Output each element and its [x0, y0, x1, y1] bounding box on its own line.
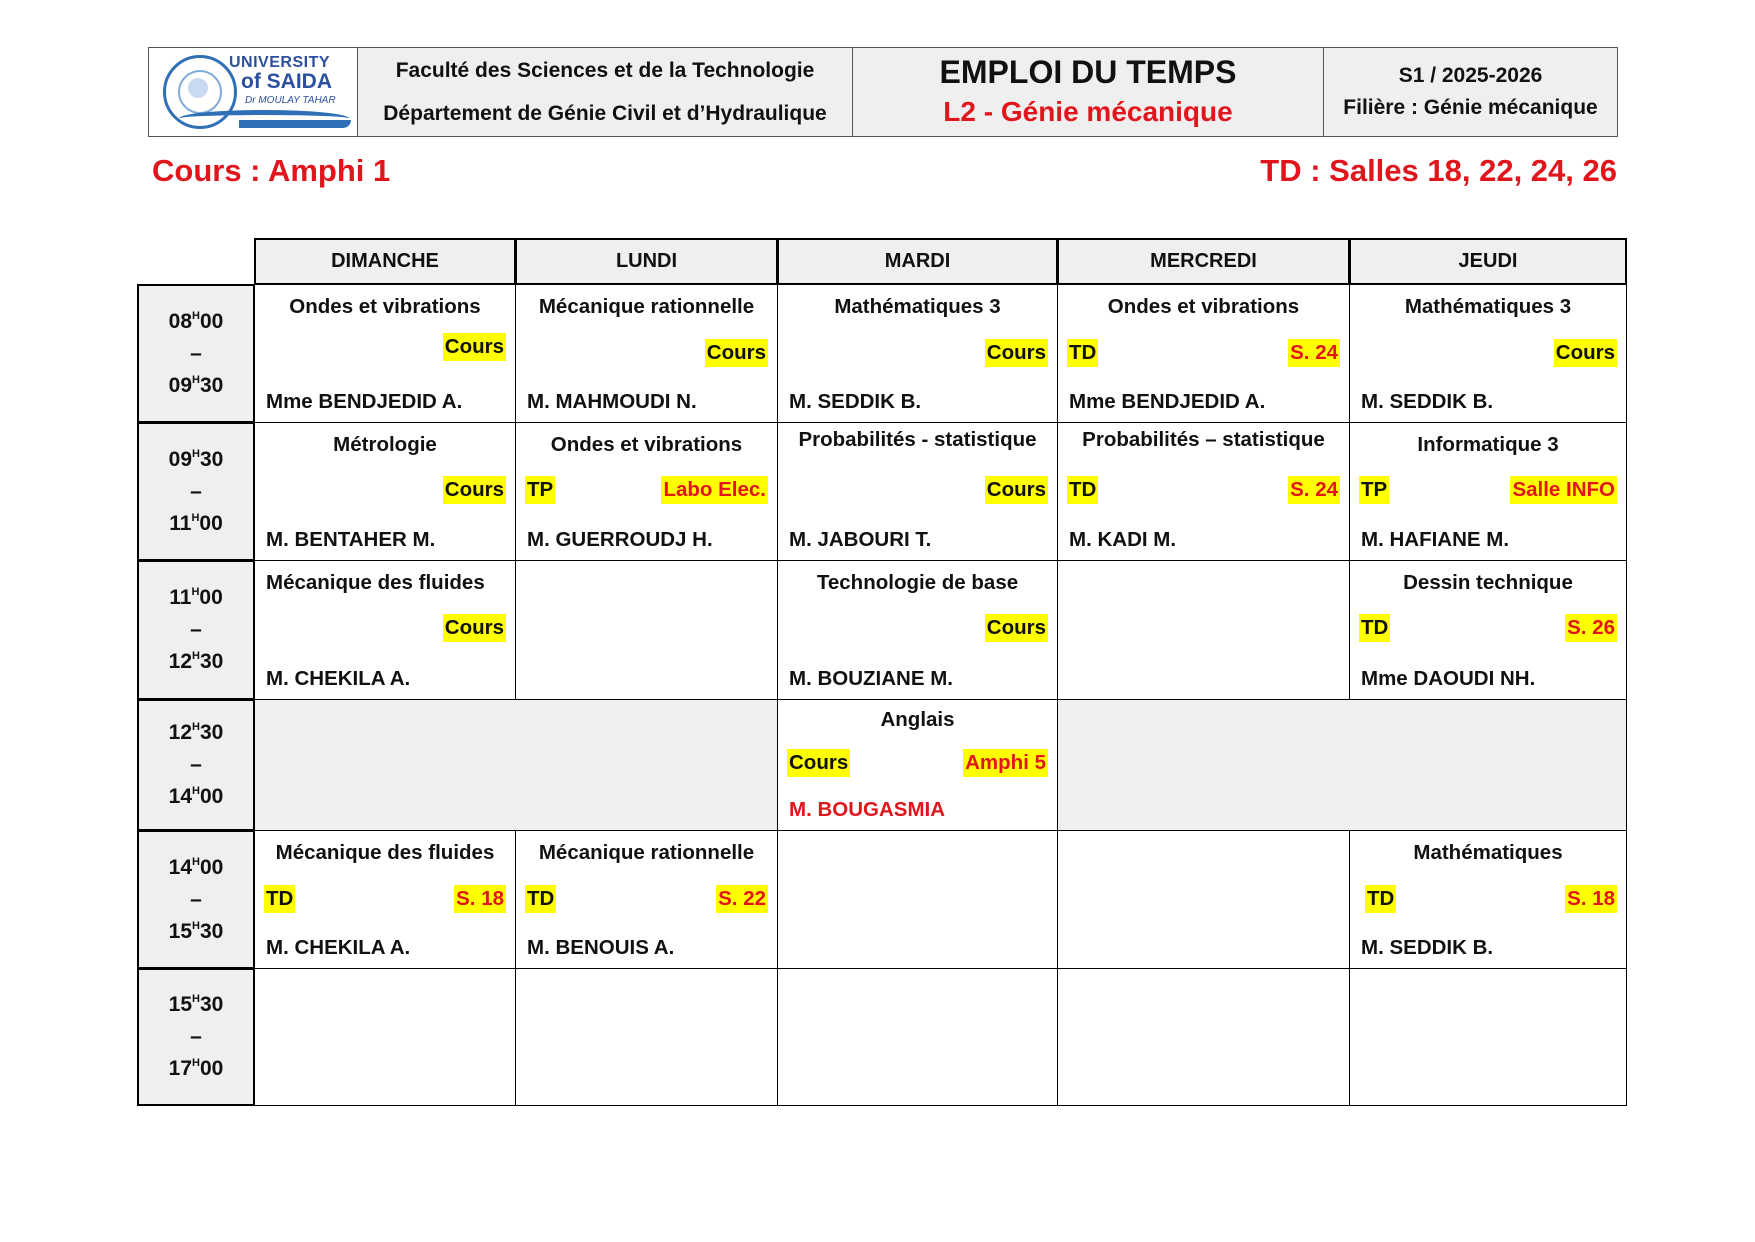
day-header-jeudi: JEUDI [1349, 238, 1627, 285]
session-mardi-1100 [777, 560, 1058, 700]
session-jeudi-1100 [1349, 560, 1627, 700]
professor-name: M. GUERROUDJ H. [527, 528, 713, 551]
room-badge: S. 22 [716, 885, 768, 913]
session-jeudi-0930 [1349, 422, 1627, 561]
room-badge: S. 18 [1565, 885, 1617, 913]
session-type-badge: Cours [787, 749, 850, 777]
session-type-badge: Cours [985, 614, 1048, 642]
subject-label: Mécanique rationnelle [538, 841, 755, 864]
subject-label: Anglais [880, 708, 955, 731]
subject-label: Dessin technique [1403, 571, 1573, 594]
subject-label: Mécanique des fluides [266, 571, 485, 594]
day-header-dimanche: DIMANCHE [254, 238, 516, 285]
room-badge: S. 18 [454, 885, 506, 913]
subject-label: Mécanique des fluides [275, 841, 495, 864]
department-name: Département de Génie Civil et d’Hydraulique [383, 102, 827, 125]
session-mercredi-0800 [1057, 284, 1350, 423]
session-type-badge: TD [264, 885, 295, 913]
subject-label: Ondes et vibrations [289, 295, 481, 318]
subject-label: Mathématiques 3 [834, 295, 1001, 318]
break-slot-dimanche-lundi [254, 699, 778, 831]
empty-slot-mardi-1530 [777, 968, 1058, 1106]
session-type-badge: Cours [443, 333, 506, 361]
room-badge: S. 26 [1565, 614, 1617, 642]
empty-slot-jeudi-1530 [1349, 968, 1627, 1106]
session-type-badge: TD [1067, 476, 1098, 504]
session-lundi-0800 [515, 284, 778, 423]
subject-label: Métrologie [333, 433, 437, 456]
break-slot-mercredi-jeudi [1057, 699, 1627, 831]
subject-label: Mathématiques 3 [1404, 295, 1572, 318]
subject-label: Mécanique rationnelle [538, 295, 755, 318]
professor-name: M. BOUZIANE M. [789, 667, 953, 690]
professor-name: M. SEDDIK B. [789, 390, 922, 413]
semester-label: S1 / 2025-2026 [1398, 64, 1543, 87]
professor-name: Mme DAOUDI NH. [1361, 667, 1536, 690]
empty-slot-mercredi-1100 [1057, 560, 1350, 700]
session-type-badge: TD [1365, 885, 1396, 913]
session-type-badge: Cours [443, 476, 506, 504]
professor-name: M. BOUGASMIA [789, 798, 946, 821]
empty-slot-dimanche-1530 [254, 968, 516, 1106]
subject-label: Ondes et vibrations [550, 433, 743, 456]
filiere-label: Filière : Génie mécanique [1343, 96, 1598, 119]
session-type-badge: TP [1359, 476, 1389, 504]
day-header-mercredi: MERCREDI [1057, 238, 1350, 285]
empty-slot-mardi-1400 [777, 830, 1058, 969]
time-slot-0800: $08^H00$ – $09^H30$ [137, 284, 255, 423]
session-mardi-1230 [777, 699, 1058, 831]
professor-name: M. SEDDIK B. [1361, 390, 1494, 413]
empty-slot-mercredi-1400 [1057, 830, 1350, 969]
room-badge: Amphi 5 [963, 749, 1048, 777]
day-header-mardi: MARDI [777, 238, 1058, 285]
day-header-lundi: LUNDI [515, 238, 778, 285]
professor-name: Mme BENDJEDID A. [1069, 390, 1266, 413]
room-badge: Labo Elec. [661, 476, 768, 504]
time-slot-0930: $09^H30$ – $11^H00$ [137, 422, 255, 561]
professor-name: M. MAHMOUDI N. [527, 390, 697, 413]
professor-name: M. CHEKILA A. [266, 667, 411, 690]
session-mardi-0930 [777, 422, 1058, 561]
room-badge: S. 24 [1288, 476, 1340, 504]
logo-line-3: Dr MOULAY TAHAR [245, 95, 336, 106]
time-slot-1230: $12^H30$ – $14^H00$ [137, 699, 255, 831]
professor-name: M. HAFIANE M. [1361, 528, 1510, 551]
empty-slot-mercredi-1530 [1057, 968, 1350, 1106]
time-slot-1530: $15^H30$ – $17^H00$ [137, 968, 255, 1106]
subject-label: Technologie de base [816, 571, 1019, 594]
document-title: EMPLOI DU TEMPS [939, 54, 1237, 90]
session-type-badge: Cours [705, 339, 768, 367]
session-dimanche-1400 [254, 830, 516, 969]
empty-slot-lundi-1530 [515, 968, 778, 1106]
professor-name: M. SEDDIK B. [1361, 936, 1494, 959]
subject-label: Mathématiques [1413, 841, 1563, 864]
subject-label: Probabilités – statistique [1082, 428, 1325, 451]
session-mercredi-0930 [1057, 422, 1350, 561]
professor-name: M. JABOURI T. [789, 528, 932, 551]
session-jeudi-1400 [1349, 830, 1627, 969]
session-dimanche-0930 [254, 422, 516, 561]
session-jeudi-0800 [1349, 284, 1627, 423]
session-type-badge: TD [525, 885, 556, 913]
cours-room-info: Cours : Amphi 1 [152, 153, 391, 188]
document-subtitle: L2 - Génie mécanique [943, 96, 1233, 127]
professor-name: M. BENTAHER M. [266, 528, 436, 551]
session-dimanche-0800 [254, 284, 516, 423]
session-type-badge: TD [1359, 614, 1390, 642]
professor-name: M. CHEKILA A. [266, 936, 411, 959]
session-type-badge: TD [1067, 339, 1098, 367]
professor-name: M. KADI M. [1069, 528, 1177, 551]
time-slot-1100: $11^H00$ – $12^H30$ [137, 560, 255, 700]
session-type-badge: Cours [985, 339, 1048, 367]
subject-label: Informatique 3 [1417, 433, 1559, 456]
empty-slot-lundi-1100 [515, 560, 778, 700]
subject-label: Ondes et vibrations [1107, 295, 1300, 318]
session-type-badge: Cours [1554, 339, 1617, 367]
professor-name: Mme BENDJEDID A. [266, 390, 463, 413]
session-type-badge: Cours [985, 476, 1048, 504]
room-badge: S. 24 [1288, 339, 1340, 367]
room-badge: Salle INFO [1510, 476, 1617, 504]
session-mardi-0800 [777, 284, 1058, 423]
logo-line-2: of SAIDA [241, 70, 332, 93]
time-slot-1400: $14^H00$ – $15^H30$ [137, 830, 255, 969]
session-lundi-0930 [515, 422, 778, 561]
professor-name: M. BENOUIS A. [527, 936, 675, 959]
td-room-info: TD : Salles 18, 22, 24, 26 [1260, 153, 1617, 188]
subject-label: Probabilités - statistique [798, 428, 1037, 451]
logo-line-1: UNIVERSITY [229, 54, 331, 71]
session-lundi-1400 [515, 830, 778, 969]
session-type-badge: Cours [443, 614, 506, 642]
session-type-badge: TP [525, 476, 555, 504]
session-dimanche-1100 [254, 560, 516, 700]
faculty-name: Faculté des Sciences et de la Technologie [395, 59, 815, 82]
